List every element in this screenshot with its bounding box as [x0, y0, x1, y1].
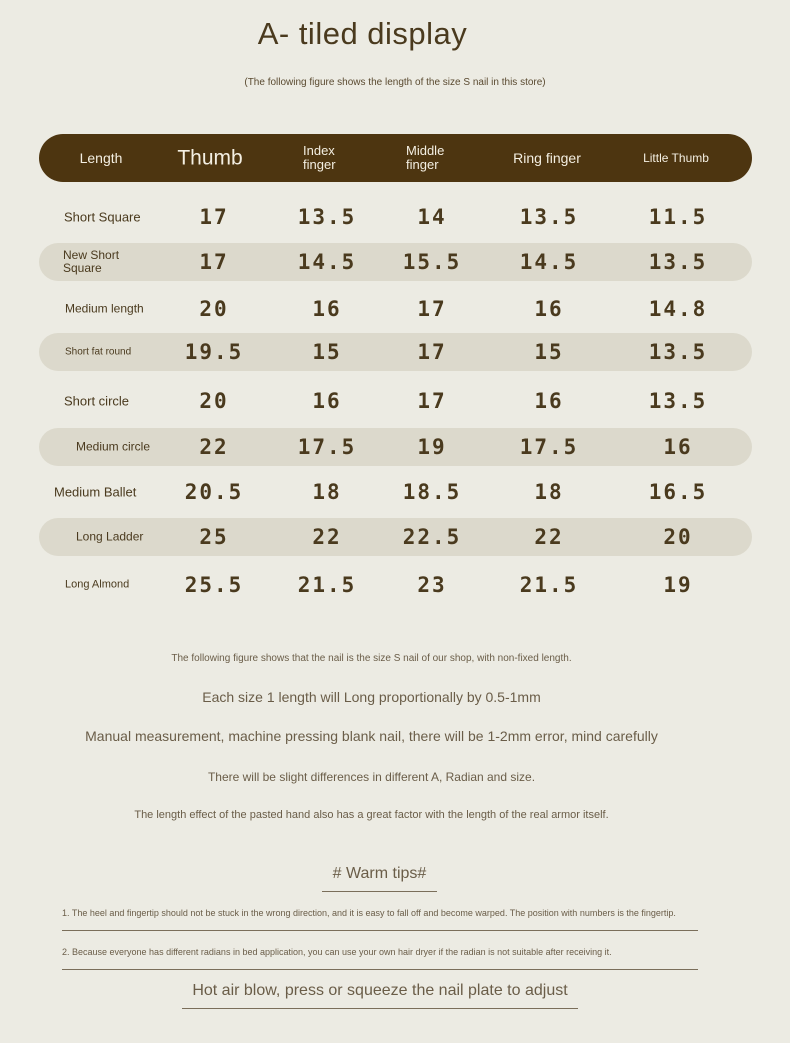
row-value: 22: [312, 525, 342, 549]
header-index-finger: Index finger: [303, 143, 336, 172]
row-value: 21.5: [297, 573, 357, 597]
row-value: 17: [417, 389, 447, 413]
header-little-thumb: Little Thumb: [643, 151, 709, 165]
row-value: 17: [417, 297, 447, 321]
table-row: [39, 428, 752, 466]
row-value: 22.5: [402, 525, 462, 549]
row-value: 19.5: [184, 340, 244, 364]
row-value: 25.5: [184, 573, 244, 597]
row-value: 13.5: [648, 340, 708, 364]
note-line: There will be slight differences in different A, Radian and size.: [207, 770, 536, 784]
note-line: Manual measurement, machine pressing blank nail, there will be 1-2mm error, mind carefully: [85, 728, 658, 744]
row-label: Long Ladder: [76, 529, 144, 544]
tip-item: 2. Because everyone has different radians in bed application, you can use your own hair dryer if the radian is not suitable after receiving it.: [62, 947, 698, 970]
tip-item: 1. The heel and fingertip should not be stuck in the wrong direction, and it is easy to fall off and become warped. The position with numbers is the fingertip.: [62, 908, 698, 931]
row-value: 15.5: [402, 250, 462, 274]
table-row: [39, 243, 752, 281]
row-label: Short Square: [64, 209, 141, 225]
row-value: 11.5: [648, 205, 708, 229]
table-row: [39, 333, 752, 371]
row-value: 13.5: [519, 205, 579, 229]
warm-tips-title: # Warm tips#: [322, 865, 437, 892]
row-value: 20: [663, 525, 693, 549]
row-value: 20.5: [184, 480, 244, 504]
row-value: 16: [534, 297, 564, 321]
row-value: 14.8: [648, 297, 708, 321]
row-value: 19: [663, 573, 693, 597]
row-label: Medium length: [65, 301, 144, 316]
row-label: New Short Square: [63, 248, 120, 275]
header-length: Length: [79, 150, 123, 166]
row-value: 25: [199, 525, 229, 549]
row-value: 17: [199, 250, 229, 274]
row-label: Short fat round: [65, 346, 132, 358]
row-label: Medium circle: [76, 439, 151, 454]
row-value: 17.5: [297, 435, 357, 459]
header-thumb: Thumb: [177, 146, 243, 170]
table-row: [39, 566, 752, 604]
row-value: 14.5: [297, 250, 357, 274]
row-value: 13.5: [648, 250, 708, 274]
row-value: 15: [312, 340, 342, 364]
note-line: Each size 1 length will Long proportionally by 0.5-1mm: [202, 689, 541, 705]
note-line: The following figure shows that the nail is the size S nail of our shop, with non-fixed length.: [171, 653, 572, 664]
page-title: A- tiled display: [257, 16, 468, 51]
row-value: 16: [534, 389, 564, 413]
row-label: Long Almond: [65, 578, 130, 591]
table-row: [39, 473, 752, 511]
row-value: 16: [663, 435, 693, 459]
row-value: 15: [534, 340, 564, 364]
row-value: 13.5: [648, 389, 708, 413]
row-value: 18.5: [402, 480, 462, 504]
row-value: 14: [417, 205, 447, 229]
page-subtitle: (The following figure shows the length of the size S nail in this store): [244, 77, 546, 88]
row-value: 16.5: [648, 480, 708, 504]
header-ring-finger: Ring finger: [513, 150, 581, 166]
row-value: 16: [312, 297, 342, 321]
header-middle-finger: Middle finger: [406, 143, 445, 172]
row-value: 22: [534, 525, 564, 549]
table-row: [39, 290, 752, 328]
table-row: [39, 382, 752, 420]
row-value: 22: [199, 435, 229, 459]
row-label: Short circle: [64, 393, 130, 409]
row-value: 17: [417, 340, 447, 364]
table-row: [39, 518, 752, 556]
row-value: 20: [199, 389, 229, 413]
row-value: 16: [312, 389, 342, 413]
row-value: 18: [312, 480, 342, 504]
table-header: [39, 134, 752, 182]
tip-final-line: Hot air blow, press or squeeze the nail plate to adjust: [182, 982, 578, 1009]
row-value: 21.5: [519, 573, 579, 597]
row-value: 13.5: [297, 205, 357, 229]
row-value: 23: [417, 573, 447, 597]
table-row: [39, 198, 752, 236]
row-value: 17: [199, 205, 229, 229]
note-line: The length effect of the pasted hand also has a great factor with the length of the real armor itself.: [134, 809, 609, 821]
row-value: 14.5: [519, 250, 579, 274]
row-value: 18: [534, 480, 564, 504]
row-value: 20: [199, 297, 229, 321]
row-value: 17.5: [519, 435, 579, 459]
row-label: Medium Ballet: [54, 484, 137, 500]
row-value: 19: [417, 435, 447, 459]
